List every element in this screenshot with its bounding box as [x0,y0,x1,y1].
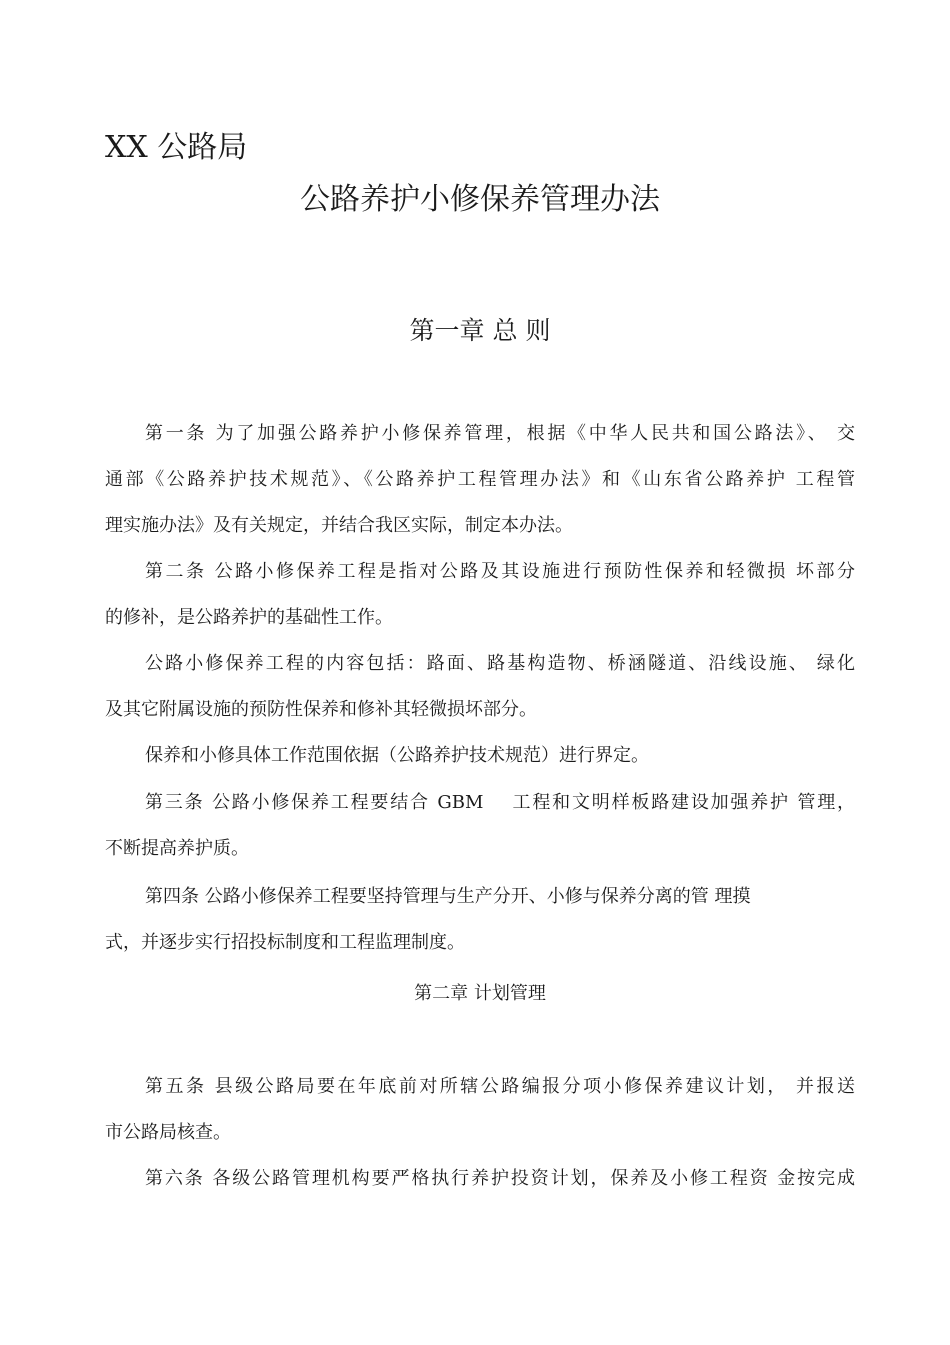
paragraph-line: 理实施办法》及有关规定，并结合我区实际，制定本办法。 [105,515,573,536]
paragraph-line: 通部《公路养护技术规范》、《公路养护工程管理办法》和《山东省公路养护 工程管 [105,469,855,490]
article-1-paragraph [105,411,855,549]
paragraph-line: 保养和小修具体工作范围依据（公路养护技术规范）进行界定。 [145,745,649,766]
chapter-1-heading: 第一章 总 则 [409,316,551,345]
article-2-paragraph [105,549,855,641]
paragraph-line: 公路小修保养工程的内容包括：路面、路基构造物、桥涵隧道、沿线设施、 绿化 [145,653,855,674]
paragraph-line: 第四条 公路小修保养工程要坚持管理与生产分开、小修与保养分离的管 理摸 [145,886,751,907]
paragraph-line: 第一条 为了加强公路养护小修保养管理，根据《中华人民共和国公路法》、 交 [145,423,855,444]
paragraph-line: 第二条 公路小修保养工程是指对公路及其设施进行预防性保养和轻微损 坏部分 [145,561,855,582]
article-6-paragraph [105,1156,855,1202]
paragraph-line: 第三条 公路小修保养工程要结合 GBM 工程和文明样板路建设加强养护 管理， [145,792,855,813]
document-title: 公路养护小修保养管理办法 [300,182,660,217]
article-3-paragraph [105,780,855,872]
paragraph-line: 的修补，是公路养护的基础性工作。 [105,607,393,628]
paragraph-line: 及其它附属设施的预防性保养和修补其轻微损坏部分。 [105,699,537,720]
paragraph-line: 不断提高养护质。 [105,838,249,859]
chapter-2-heading: 第二章 计划管理 [414,983,546,1004]
article-4-paragraph [105,874,855,966]
article-5-paragraph [105,1064,855,1156]
paragraph-line: 第六条 各级公路管理机构要严格执行养护投资计划，保养及小修工程资 金按完成 [145,1168,855,1189]
paragraph-line: 式，并逐步实行招投标制度和工程监理制度。 [105,932,465,953]
work-scope-paragraph [105,733,855,779]
maintenance-scope-paragraph [105,641,855,733]
paragraph-line: 市公路局核查。 [105,1122,231,1143]
organization-heading: XX 公路局 [105,130,248,165]
paragraph-line: 第五条 县级公路局要在年底前对所辖公路编报分项小修保养建议计划， 并报送 [145,1076,855,1097]
